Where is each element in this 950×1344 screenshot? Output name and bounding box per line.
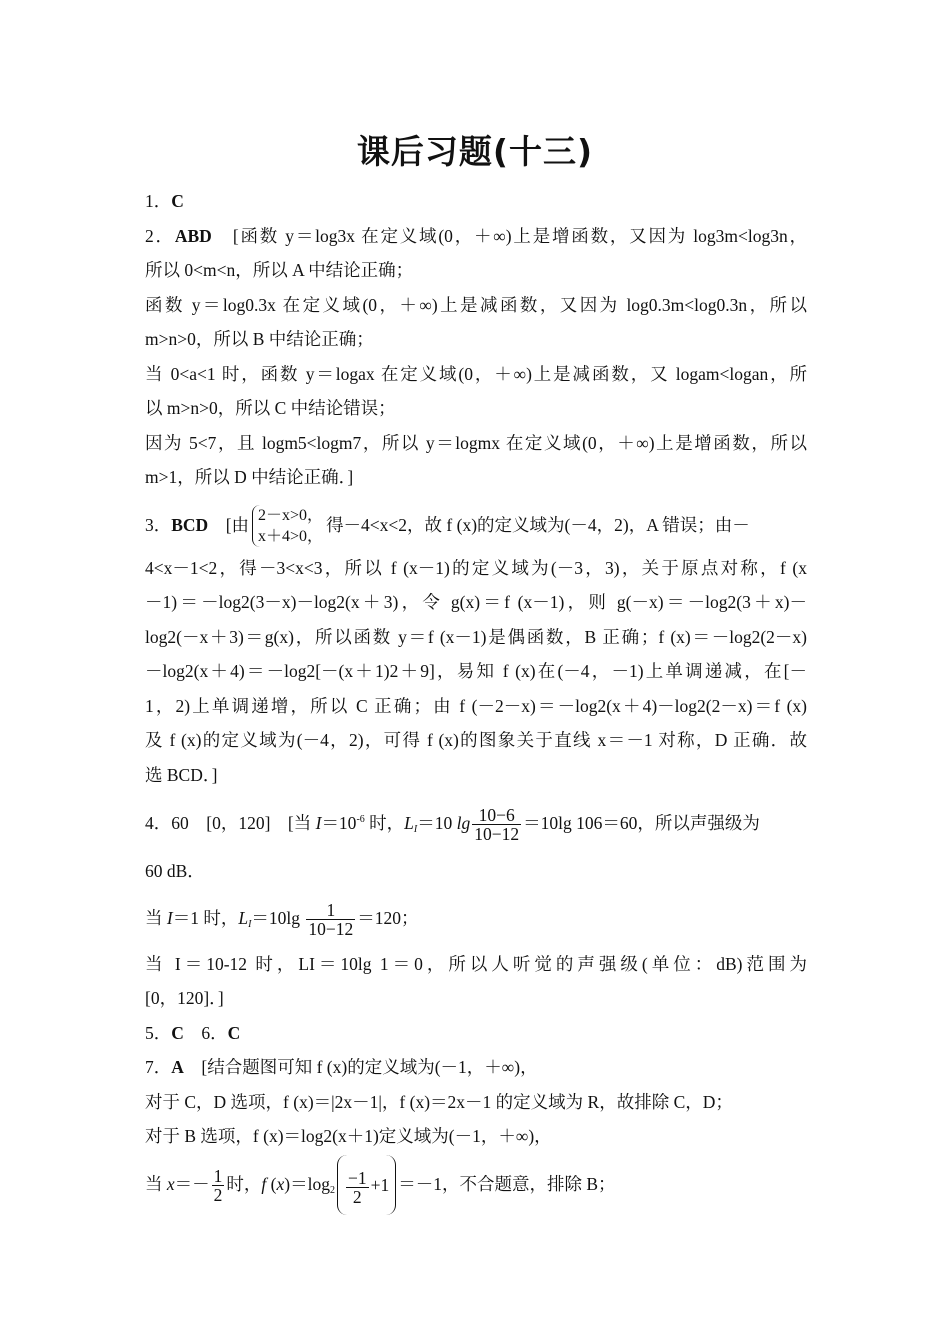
q2-line-2: 所以 0<m<n，所以 A 中结论正确； <box>145 260 414 280</box>
q3-line-8: 选 BCD．] <box>145 764 218 785</box>
q7-answer: A <box>171 1057 184 1077</box>
q4-line-2: 60 dB． <box>145 861 205 881</box>
page-title: 课后习题(十三) <box>356 132 594 171</box>
q5-answer: C <box>171 1022 184 1043</box>
q7-text-1: [结合题图可知 f (x)的定义域为(－1，＋∞)， <box>201 1057 538 1077</box>
q2-line-7: 因为 5<7，且 logm5<logm7，所以 y＝logmx 在定义域(0，＋∞)上是增函数，所以 <box>145 432 807 453</box>
q4-fraction-1: $\frac{10-6}{10-12}$ <box>474 805 520 845</box>
q7-parenthesis: $\frac{-1}{2}$ +1 <box>337 1155 396 1215</box>
q3-line-2: 4<x－1<2，得－3<x<3，所以 f (x－1)的定义域为(－3，3)，关于原点对称，f (x <box>145 557 807 578</box>
q3-answer: BCD <box>171 514 209 535</box>
q2-answer: ABD <box>174 225 212 246</box>
q4-fraction-2: $\frac{1}{10-12}$ <box>308 899 354 939</box>
q3-line-4: log2(－x＋3)＝g(x)，所以函数 y＝f (x－1)是偶函数，B 正确；f (x)＝－log2(2－x) <box>145 626 807 647</box>
q3-text-1: 得－4<x<2，故 f (x)的定义域为(－4，2)，A 错误；由－ <box>326 514 750 535</box>
q4-text-3: ＝120； <box>357 907 419 928</box>
q5-q6-line: 5．C 6．C <box>145 1022 241 1043</box>
q6-answer: C <box>227 1022 241 1043</box>
q7-fraction-2: $\frac{-1}{2}$ <box>347 1167 367 1207</box>
q4-line-3: 当 I＝1 时，$L_I=10\lg$ $\frac{1}{10-12}$ ＝120； <box>145 899 419 939</box>
q3-inequality-system: 2－x>0， x＋4>0， <box>252 505 323 547</box>
q1-line <box>145 184 807 219</box>
q1-number: 1． <box>145 191 172 211</box>
q2-line-3: 函数 y＝log0.3x 在定义域(0，＋∞)上是减函数，又因为 log0.3m<log0.3n，所以 <box>145 294 807 315</box>
q3-line-1: 3．BCD [由 2－x>0， x＋4>0， 得－4<x<2，故 f (x)的定义域为(－4，2)，A 错误；由－ <box>145 507 750 546</box>
q3-line-3: －1)＝－log2(3－x)－log2(x＋3)，令 g(x)＝f (x－1)，则 g(－x)＝－log2(3＋x)－ <box>145 592 807 612</box>
q4-answer: 60 [0，120] <box>171 813 271 833</box>
q4-line-4: 当 I＝10-12 时，LI＝10lg 1＝0，所以人听觉的声强级(单位：dB)范围为 <box>145 953 807 974</box>
q7-text-4: ＝－1，不合题意，排除 B； <box>398 1173 616 1194</box>
q4-line-5: [0，120]．] <box>145 988 224 1008</box>
q3-line-7: 及 f (x)的定义域为(－4，2)，可得 f (x)的图象关于直线 x＝－1 对称，D 正确．故 <box>145 730 807 750</box>
q7-line-2: 对于 C，D 选项，f (x)＝|2x－1|，f (x)＝2x－1 的定义域为 R，故排除 C，D； <box>145 1091 733 1112</box>
q2-line-1: 2．ABD [函数 y＝log3x 在定义域(0，＋∞)上是增函数，又因为 log3m<log3n， <box>145 225 807 246</box>
q2-line-8: m>1，所以 D 中结论正确．] <box>145 467 354 487</box>
q4-line-1: 4．60 [0，120] [当 $I=10^{-6}$ 时，$L_I=10$ lg $\frac{10-6}{10-12}$ ＝10lg 106＝60，所以声强级为 <box>145 805 760 845</box>
q2-line-4: m>n>0，所以 B 中结论正确； <box>145 329 374 349</box>
q3-line-5: －log2(x＋4)＝－log2[－(x＋1)2＋9]，易知 f (x)在(－4，－1)上单调递减，在[－ <box>145 661 807 681</box>
q2-text-1: [函数 y＝log3x 在定义域(0，＋∞)上是增函数，又因为 log3m<log3n， <box>232 225 807 246</box>
q3-line-6: 1，2)上单调递增，所以 C 正确；由 f (－2－x)＝－log2(x＋4)－log2(2－x)＝f (x) <box>145 695 807 716</box>
answer-content <box>145 184 807 1214</box>
q7-line-1: 7．A [结合题图可知 f (x)的定义域为(－1，＋∞)， <box>145 1057 538 1077</box>
q7-line-3: 对于 B 选项，f (x)＝log2(x＋1)定义域为(－1，＋∞)， <box>145 1126 552 1146</box>
q4-text-1: ＝10lg 106＝60，所以声强级为 <box>523 813 760 833</box>
q2-line-6: 以 m>n>0，所以 C 中结论错误； <box>145 398 396 418</box>
q1-answer: C <box>171 191 184 211</box>
q7-line-4: 当 x＝－ $\frac{1}{2}$ 时，f $(x)=\log_2$ $\frac{-1}{2}$ +1 ＝－1，不合题意，排除 B； <box>145 1154 807 1214</box>
q7-fraction-1: $\frac{1}{2}$ <box>213 1165 223 1205</box>
q2-line-5: 当 0<a<1 时，函数 y＝logax 在定义域(0，＋∞)上是减函数，又 logam<logan，所 <box>145 363 807 384</box>
